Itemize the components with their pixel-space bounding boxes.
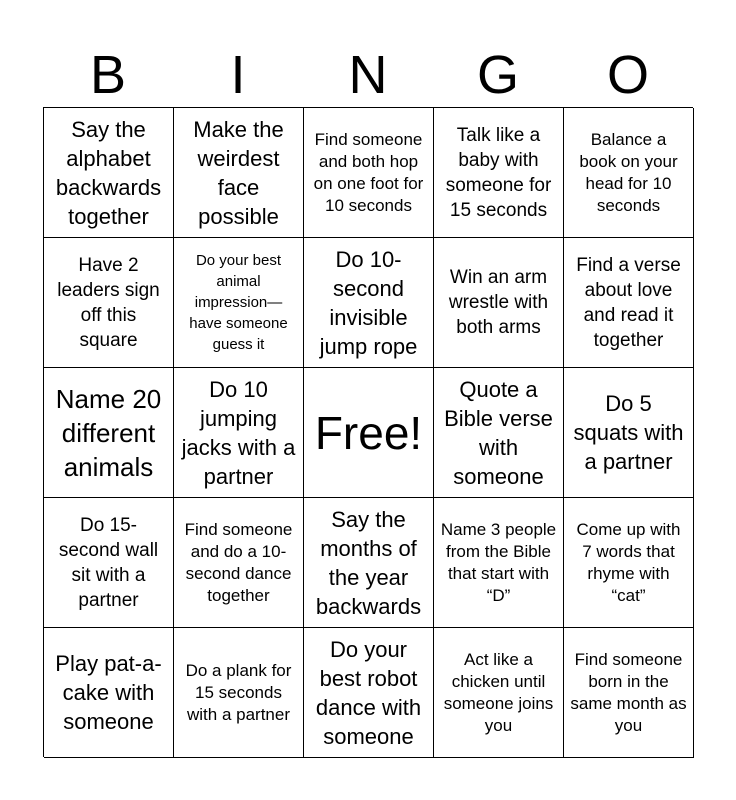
bingo-cell-r4c3[interactable]	[304, 498, 434, 628]
bingo-cell-r2c2[interactable]	[174, 238, 304, 368]
cell-text: Do 5 squats with a partner	[573, 391, 684, 474]
cell-text: Quote a Bible verse with someone	[444, 376, 553, 489]
cell-text: Do 10-second invisible jump rope	[319, 246, 418, 359]
header-letter-o: O	[606, 45, 649, 105]
bingo-cell-r4c1[interactable]	[44, 498, 174, 628]
bingo-cell-r2c5[interactable]	[564, 238, 694, 368]
cell-text: Balance a book on your head for 10 seconds	[579, 129, 678, 215]
header-letter-n: N	[348, 45, 388, 105]
bingo-cell-r3c2[interactable]	[174, 368, 304, 498]
cell-text: Act like a chicken until someone joins you	[443, 649, 554, 735]
cell-text: Come up with 7 words that rhyme with “cat”	[576, 519, 681, 605]
cell-text: Say the alphabet backwards together	[55, 116, 162, 229]
cell-text: Have 2 leaders sign off this square	[57, 254, 160, 351]
header-letter-g: G	[476, 45, 519, 105]
bingo-cell-r5c2[interactable]	[174, 628, 304, 758]
cell-text: Find someone and both hop on one foot for 10 seconds	[313, 129, 424, 215]
bingo-cell-free[interactable]	[304, 368, 434, 498]
cell-text: Win an arm wrestle with both arms	[448, 267, 549, 338]
free-space-text: Free!	[314, 406, 423, 459]
cell-text: Play pat-a-cake with someone	[55, 651, 162, 734]
cell-text: Find a verse about love and read it together	[576, 254, 681, 351]
header-letter-i: I	[230, 45, 246, 105]
bingo-cell-r5c5[interactable]	[564, 628, 694, 758]
cell-text: Name 20 different animals	[55, 383, 162, 482]
bingo-cell-r4c4[interactable]	[434, 498, 564, 628]
bingo-cell-r3c1[interactable]	[44, 368, 174, 498]
bingo-cell-r4c5[interactable]	[564, 498, 694, 628]
cell-text: Find someone born in the same month as you	[570, 649, 687, 735]
cell-text: Do your best animal impression—have someone guess it	[189, 252, 288, 353]
bingo-header	[43, 44, 693, 106]
bingo-cell-r5c1[interactable]	[44, 628, 174, 758]
bingo-cell-r5c3[interactable]	[304, 628, 434, 758]
bingo-cell-r5c4[interactable]	[434, 628, 564, 758]
header-letter-b: B	[89, 45, 127, 105]
cell-text: Name 3 people from the Bible that start with “D”	[440, 519, 557, 605]
bingo-cell-r3c4[interactable]	[434, 368, 564, 498]
cell-text: Find someone and do a 10-second dance together	[184, 519, 293, 605]
bingo-cell-r1c3[interactable]	[304, 108, 434, 238]
cell-text: Make the weirdest face possible	[193, 116, 284, 229]
cell-text: Do a plank for 15 seconds with a partner	[185, 660, 292, 724]
bingo-cell-r2c1[interactable]	[44, 238, 174, 368]
bingo-cell-r4c2[interactable]	[174, 498, 304, 628]
bingo-cell-r1c2[interactable]	[174, 108, 304, 238]
cell-text: Do your best robot dance with someone	[315, 636, 422, 749]
bingo-grid	[43, 107, 693, 757]
bingo-cell-r3c5[interactable]	[564, 368, 694, 498]
bingo-cell-r1c5[interactable]	[564, 108, 694, 238]
bingo-cell-r2c4[interactable]	[434, 238, 564, 368]
bingo-cell-r1c1[interactable]	[44, 108, 174, 238]
cell-text: Do 10 jumping jacks with a partner	[181, 376, 296, 489]
cell-text: Do 15-second wall sit with a partner	[58, 514, 159, 611]
bingo-cell-r1c4[interactable]	[434, 108, 564, 238]
cell-text: Say the months of the year backwards	[315, 506, 422, 619]
cell-text: Talk like a baby with someone for 15 seconds	[445, 124, 552, 221]
bingo-cell-r2c3[interactable]	[304, 238, 434, 368]
